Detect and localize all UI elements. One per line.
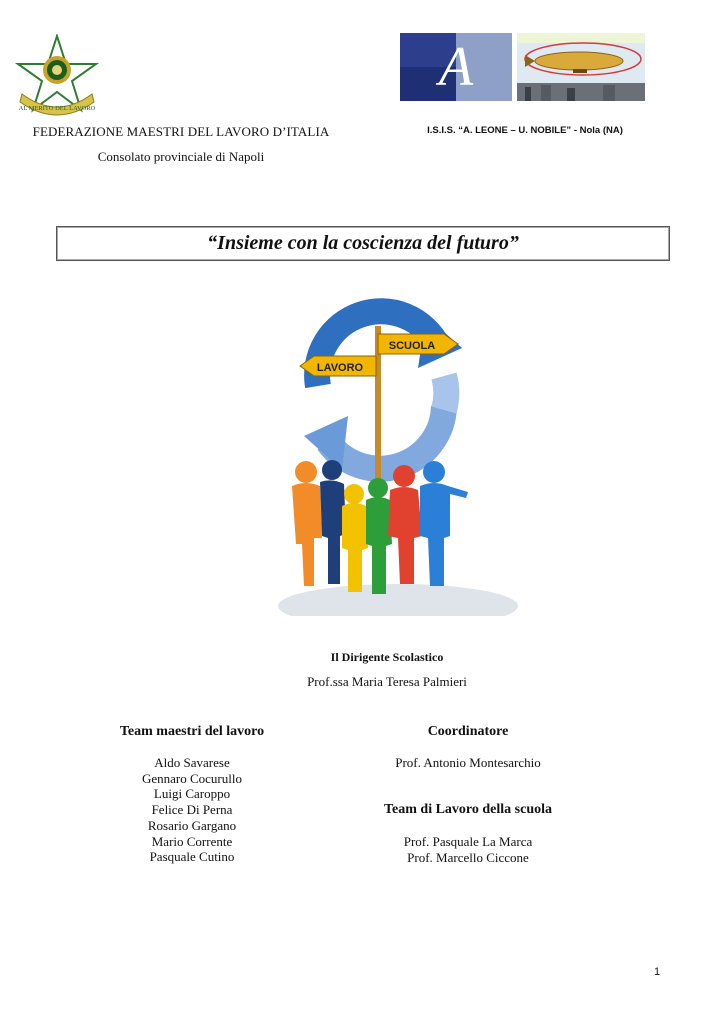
title-box (56, 226, 670, 261)
federation-name: FEDERAZIONE MAESTRI DEL LAVORO D’ITALIA (32, 124, 330, 139)
team-maestri-list (90, 755, 294, 865)
school-name: I.S.I.S. “A. LEONE – U. NOBILE” - Nola (NA) (427, 125, 623, 136)
team-scuola-list (356, 834, 580, 865)
logo-letter: A (438, 36, 474, 98)
sign-work-label: LAVORO (316, 362, 364, 374)
dirigente-name: Prof.ssa Maria Teresa Palmieri (307, 674, 467, 689)
school-work-illustration (248, 286, 522, 616)
coordinatore-heading: Coordinatore (427, 724, 509, 739)
team-maestri-heading: Team maestri del lavoro (119, 724, 265, 739)
list-item: Aldo Savarese (154, 755, 230, 770)
coordinatore-name: Prof. Antonio Montesarchio (395, 755, 541, 770)
page-title: “Insieme con la coscienza del futuro” (207, 232, 519, 254)
airship-photo (517, 33, 645, 101)
list-item: Felice Di Perna (151, 802, 233, 818)
people-silhouettes (292, 460, 468, 594)
list-item: Luigi Caroppo (153, 786, 231, 802)
federation-subtitle: Consolato provinciale di Napoli (97, 149, 265, 164)
list-item: Pasquale Cutino (149, 849, 235, 865)
list-item: Gennaro Cocurullo (141, 770, 242, 786)
federation-emblem-logo (14, 34, 100, 116)
list-item: Prof. Marcello Ciccone (407, 849, 529, 865)
dirigente-role: Il Dirigente Scolastico (330, 650, 444, 664)
page-number: 1 (654, 966, 661, 978)
sign-school (378, 334, 458, 354)
list-item: Mario Corrente (151, 833, 233, 849)
list-item: Prof. Pasquale La Marca (403, 834, 533, 849)
list-item: Rosario Gargano (147, 817, 237, 833)
sign-work (300, 356, 376, 376)
emblem-ribbon-text: AL MERITO DEL LAVORO (18, 105, 96, 112)
school-logo-a (400, 33, 512, 101)
team-scuola-heading: Team di Lavoro della scuola (383, 802, 553, 817)
sign-school-label: SCUOLA (388, 340, 436, 352)
